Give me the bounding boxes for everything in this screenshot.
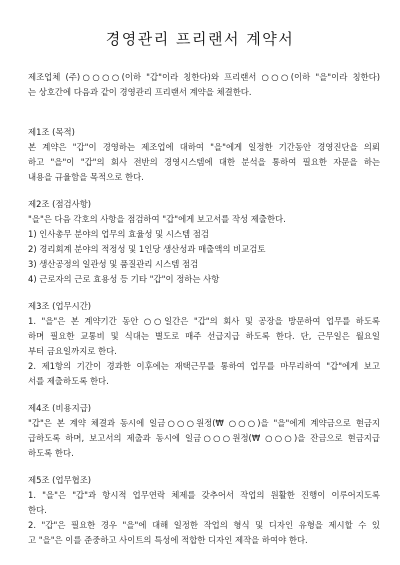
article-line: 1) 인사총무 분야의 업무의 효율성 및 시스템 점검 — [28, 229, 209, 239]
article-line: 4) 근로자의 근로 효용성 등 기타 "갑"이 정하는 사항 — [28, 274, 220, 284]
article-line: 3) 생산공정의 일관성 및 품질관리 시스템 점검 — [28, 259, 199, 269]
article-heading: 제2조 (점검사항) — [28, 199, 92, 209]
article-line: 내용을 규율함을 목적으로 한다. — [28, 172, 144, 182]
article-line: 2) 경리회계 분야의 적정성 및 1인당 생산성과 매출액의 비교검토 — [28, 244, 266, 254]
intro-line: 는 상호간에 다음과 같이 경영관리 프리랜서 계약을 체결한다. — [28, 87, 252, 97]
article-line: 한다. — [28, 505, 47, 515]
article-line: 서를 제출하도록 한다. — [28, 376, 109, 386]
article-line: 1. "을"은 "갑"과 항시적 업무연락 체제를 갖추어서 작업의 원활한 진행이 이루어지도록 — [28, 490, 380, 500]
article-line: "을"은 다음 각호의 사항을 점검하여 "갑"에게 보고서를 작성 제출한다. — [28, 214, 286, 224]
article-line: 하도록 한다. — [28, 448, 74, 458]
article-line: 1. "을"은 본 계약기간 동안 ○○일간은 "갑"의 회사 및 공장을 방문하여 업무를 하도록 — [28, 316, 380, 326]
article-line: 급하도록 하며, 보고서의 제출과 동시에 일금○○○원정(₩ ○○○)을 잔금으로 현금지급 — [28, 433, 380, 443]
article-line: 고 "을"은 이를 준중하고 사이트의 특성에 적합한 디자인 제작을 하여야 한다. — [28, 535, 308, 545]
intro-line: 제조업체 (주)○○○○(이하 "갑"이라 칭한다)와 프리랜서 ○○○(이하 "을"이라 칭한다) — [28, 72, 380, 82]
article-line: 2. "갑"은 필요한 경우 "을"에 대해 일정한 작업의 형식 및 디자인 유형을 제시할 수 있 — [28, 520, 380, 530]
article-heading: 제5조 (업무협조) — [28, 475, 92, 485]
article-heading: 제3조 (업무시간) — [28, 301, 92, 311]
article-line: "갑"은 본 계약 체결과 동시에 일금○○○원정(₩ ○○○)을 "을"에게 계약금으로 현금지 — [28, 418, 380, 428]
article-line: 본 계약은 "갑"이 경영하는 제조업에 대하여 "을"에게 일정한 기간동안 경영진단을 의뢰 — [28, 142, 380, 152]
article-line: 하고 "을"이 "갑"의 회사 전반의 경영시스템에 대한 분석을 통하여 필요한 자문을 하는 — [28, 157, 380, 167]
article-line: 하며 필요한 교통비 및 식대는 별도로 매주 선급지급 하도록 한다. 단, 근무일은 월요일 — [28, 331, 380, 341]
article-heading: 제4조 (비용지급) — [28, 403, 92, 413]
article-line: 부터 금요일까지로 한다. — [28, 346, 117, 356]
article-heading: 제1조 (목적) — [28, 127, 75, 137]
document-title: 경영관리 프리랜서 계약서 — [105, 30, 295, 48]
article-line: 2. 제1항의 기간이 경과한 이후에는 재택근무를 통하여 업무를 마무리하여 "갑"에게 보고 — [28, 361, 380, 371]
